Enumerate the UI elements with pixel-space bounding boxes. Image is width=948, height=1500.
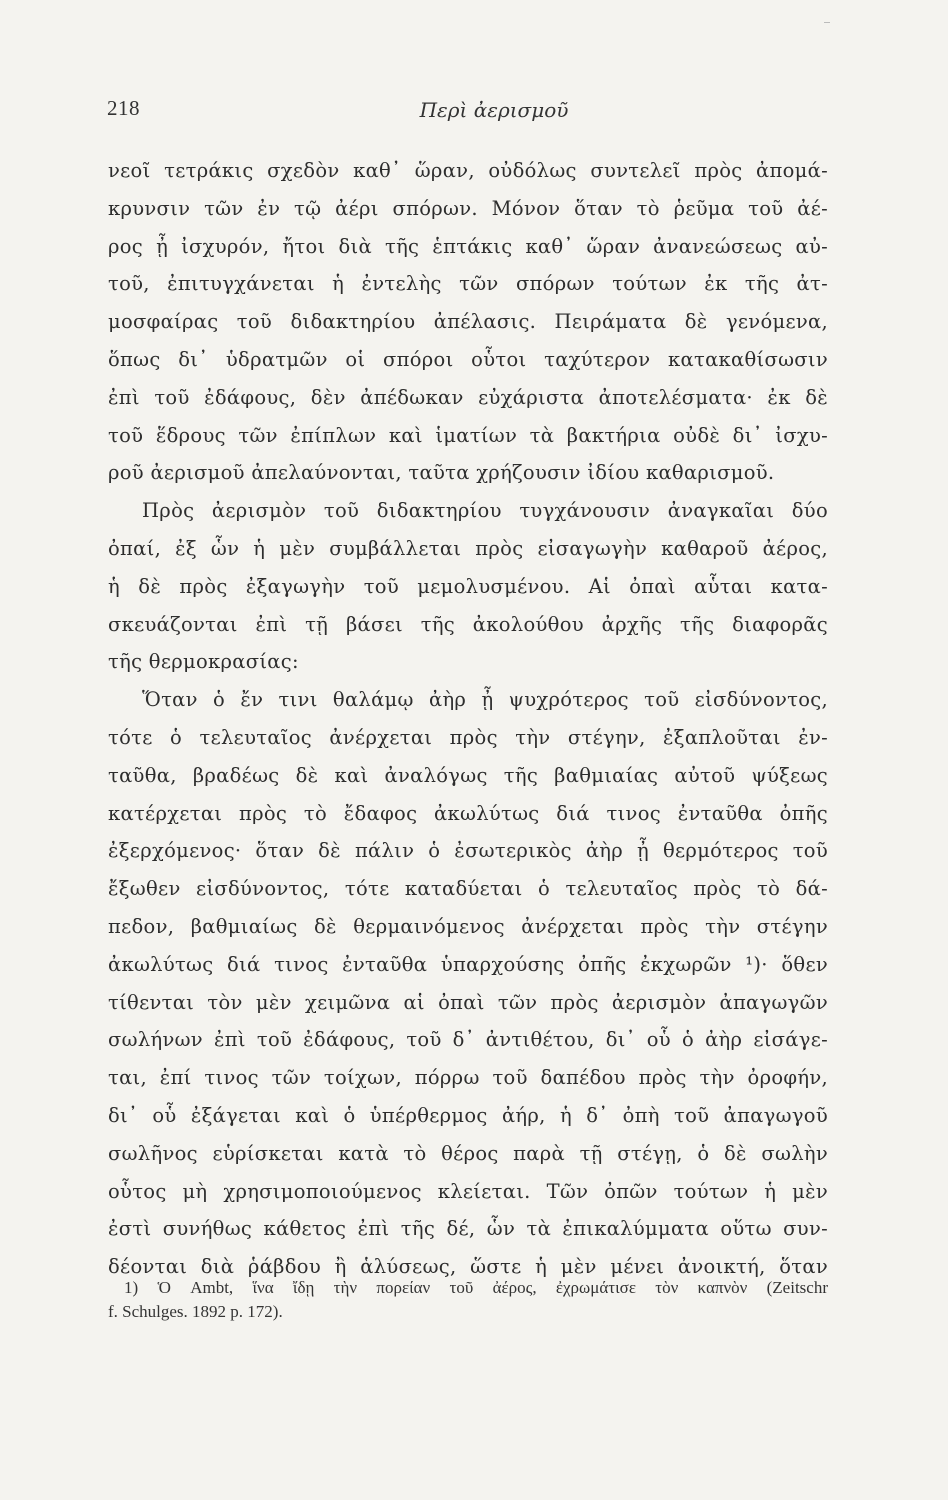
text-line: ροῦ ἀερισμοῦ ἀπελαύνονται, ταῦτα χρήζουσιν ἰδίου καθαρισμοῦ. (108, 461, 775, 485)
text-line: ἐξερχόμενος· ὅταν δὲ πάλιν ὁ ἐσωτερικὸς ἀὴρ ᾖ θερμότερος τοῦ (108, 839, 828, 863)
text-line: ἐστὶ συνήθως κάθετος ἐπὶ τῆς δέ, ὧν τὰ ἐπικαλύμματα οὕτω συν- (108, 1217, 828, 1241)
text-line: τοῦ ἕδρους τῶν ἐπίπλων καὶ ἱματίων τὰ βακτήρια οὐδὲ δι᾽ ἰσχυ- (108, 423, 828, 447)
text-line: σωλῆνος εὑρίσκεται κατὰ τὸ θέρος παρὰ τῇ στέγῃ, ὁ δὲ σωλὴν (108, 1141, 828, 1165)
footnote-line: f. Schulges. 1892 p. 172). (108, 1302, 283, 1321)
text-line: τίθενται τὸν μὲν χειμῶνα αἱ ὀπαὶ τῶν πρὸς ἀερισμὸν ἀπαγωγῶν (108, 990, 828, 1014)
text-line: οὗτος μὴ χρησιμοποιούμενος κλείεται. Τῶν ὀπῶν τούτων ἡ μὲν (108, 1179, 828, 1203)
text-line: ταῦθα, βραδέως δὲ καὶ ἀναλόγως τῆς βαθμιαίας αὐτοῦ ψύξεως (108, 763, 828, 787)
text-line: πεδον, βαθμιαίως δὲ θερμαινόμενος ἀνέρχεται πρὸς τὴν στέγην (108, 914, 828, 938)
text-line: κατέρχεται πρὸς τὸ ἔδαφος ἀκωλύτως διά τινος ἐνταῦθα ὀπῆς (108, 801, 828, 825)
text-line: τότε ὁ τελευταῖος ἀνέρχεται πρὸς τὴν στέγην, ἐξαπλοῦται ἐν- (108, 725, 828, 749)
text-line: σωλήνων ἐπὶ τοῦ ἐδάφους, τοῦ δ᾽ ἀντιθέτου, δι᾽ οὗ ὁ ἀὴρ εἰσάγε- (108, 1028, 828, 1052)
page-number: 218 (107, 96, 140, 120)
text-line: ται, ἐπί τινος τῶν τοίχων, πόρρω τοῦ δαπέδου πρὸς τὴν ὀροφήν, (108, 1066, 828, 1090)
text-line: ἀκωλύτως διά τινος ἐνταῦθα ὑπαρχούσης ὀπῆς ἐκχωρῶν ¹)· ὅθεν (108, 952, 828, 976)
text-line: μοσφαίρας τοῦ διδακτηρίου ἀπέλασις. Πειράματα δὲ γενόμενα, (108, 310, 828, 334)
text-line: τοῦ, ἐπιτυγχάνεται ἡ ἐντελὴς τῶν σπόρων τούτων ἐκ τῆς ἀτ- (108, 272, 828, 296)
text-line: ἡ δὲ πρὸς ἐξαγωγὴν τοῦ μεμολυσμένου. Αἱ ὀπαὶ αὗται κατα- (108, 574, 828, 598)
paragraph-start-line: Ὅταν ὁ ἔν τινι θαλάμῳ ἀὴρ ᾖ ψυχρότερος τοῦ εἰσδύνοντος, (142, 688, 828, 712)
footnote (108, 1276, 828, 1324)
text-line: κρυνσιν τῶν ἐν τῷ ἀέρι σπόρων. Μόνον ὅταν τὸ ῥεῦμα τοῦ ἀέ- (108, 196, 828, 220)
text-line: ἔξωθεν εἰσδύνοντος, τότε καταδύεται ὁ τελευταῖος πρὸς τὸ δά- (108, 877, 828, 901)
text-line: δέονται διὰ ῥάβδου ἢ ἁλύσεως, ὥστε ἡ μὲν μένει ἀνοικτή, ὅταν (108, 1255, 828, 1279)
text-line: τῆς θερμοκρασίας: (108, 650, 299, 674)
paragraph-start-line: Πρὸς ἀερισμὸν τοῦ διδακτηρίου τυγχάνουσιν ἀναγκαῖαι δύο (142, 499, 828, 523)
running-title: Περὶ ἀερισμοῦ (419, 98, 569, 122)
text-line: ὅπως δι᾽ ὑδρατμῶν οἱ σπόροι οὗτοι ταχύτερον κατακαθίσωσιν (108, 347, 828, 371)
body-text (108, 152, 828, 1286)
text-line: δι᾽ οὗ ἐξάγεται καὶ ὁ ὑπέρθερμος ἀήρ, ἡ δ᾽ ὀπὴ τοῦ ἀπαγωγοῦ (108, 1103, 828, 1127)
text-line: ὀπαί, ἐξ ὧν ἡ μὲν συμβάλλεται πρὸς εἰσαγωγὴν καθαροῦ ἀέρος, (108, 536, 828, 560)
footnote-line: 1) Ὁ Ambt, ἵνα ἴδῃ τὴν πορείαν τοῦ ἀέρος, ἐχρωμάτισε τὸν καπνὸν (Zeitschr (124, 1278, 828, 1297)
text-line: σκευάζονται ἐπὶ τῇ βάσει τῆς ἀκολούθου ἀρχῆς τῆς διαφορᾶς (108, 612, 828, 636)
text-line: ἐπὶ τοῦ ἐδάφους, δὲν ἀπέδωκαν εὐχάριστα ἀποτελέσματα· ἐκ δὲ (108, 385, 828, 409)
text-line: ρος ᾖ ἰσχυρόν, ἤτοι διὰ τῆς ἑπτάκις καθ᾽ ὥραν ἀνανεώσεως αὐ- (108, 234, 828, 258)
text-line: νεοῖ τετράκις σχεδὸν καθ᾽ ὥραν, οὐδόλως συντελεῖ πρὸς ἀπομά- (108, 159, 828, 182)
scan-mark (824, 22, 830, 23)
